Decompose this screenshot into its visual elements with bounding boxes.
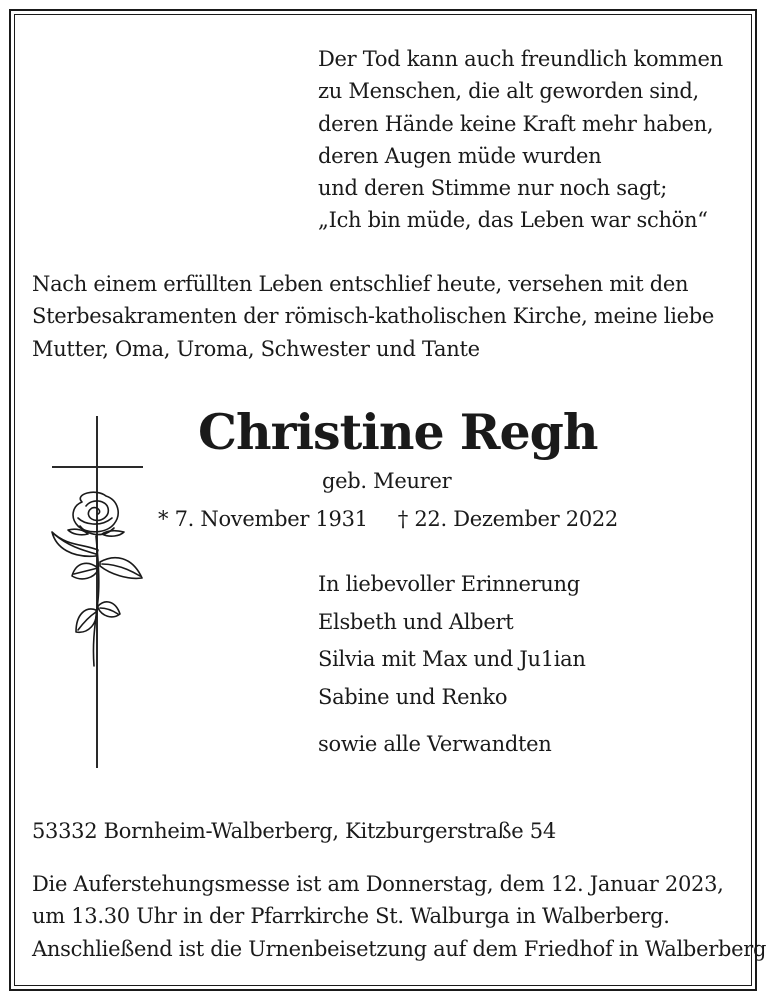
poem-line: deren Hände keine Kraft mehr haben,	[318, 111, 714, 136]
mourner-line: Silvia mit Max und Ju1ian	[318, 647, 586, 671]
service-line: um 13.30 Uhr in der Pfarrkirche St. Walburga in Walberberg.	[32, 904, 670, 929]
poem-line: zu Menschen, die alt geworden sind,	[318, 79, 699, 104]
rose-icon	[44, 488, 148, 668]
address: 53332 Bornheim-Walberberg, Kitzburgerstraße 54	[32, 819, 556, 843]
intro-line: Nach einem erfüllten Leben entschlief heute, versehen mit den	[32, 272, 689, 296]
mourner-line: In liebevoller Erinnerung	[318, 572, 580, 596]
relatives-line: sowie alle Verwandten	[318, 732, 552, 756]
cross-bar	[52, 466, 143, 468]
deceased-name: Christine Regh	[198, 403, 598, 461]
service-info	[32, 868, 766, 965]
mourner-line: Elsbeth und Albert	[318, 609, 514, 634]
death-date: † 22. Dezember 2022	[397, 507, 618, 531]
mourners-list	[318, 566, 586, 716]
life-dates	[158, 503, 618, 535]
maiden-name: geb. Meurer	[322, 469, 452, 493]
poem-line: und deren Stimme nur noch sagt;	[318, 176, 668, 201]
service-line: Die Auferstehungsmesse ist am Donnerstag, dem 12. Januar 2023,	[32, 872, 724, 896]
mourner-line: Sabine und Renko	[318, 684, 508, 709]
intro-line: Mutter, Oma, Uroma, Schwester und Tante	[32, 336, 480, 361]
service-line: Anschließend ist die Urnenbeisetzung auf dem Friedhof in Walberberg	[32, 936, 766, 961]
birth-date: * 7. November 1931	[158, 507, 368, 531]
poem-line: Der Tod kann auch freundlich kommen	[318, 47, 723, 71]
poem-line: deren Augen müde wurden	[318, 143, 602, 168]
intro-line: Sterbesakramenten der römisch-katholischen Kirche, meine liebe	[32, 304, 715, 329]
intro-text	[32, 268, 714, 365]
poem-line: „Ich bin müde, das Leben war schön“	[318, 208, 708, 233]
poem	[318, 43, 723, 237]
